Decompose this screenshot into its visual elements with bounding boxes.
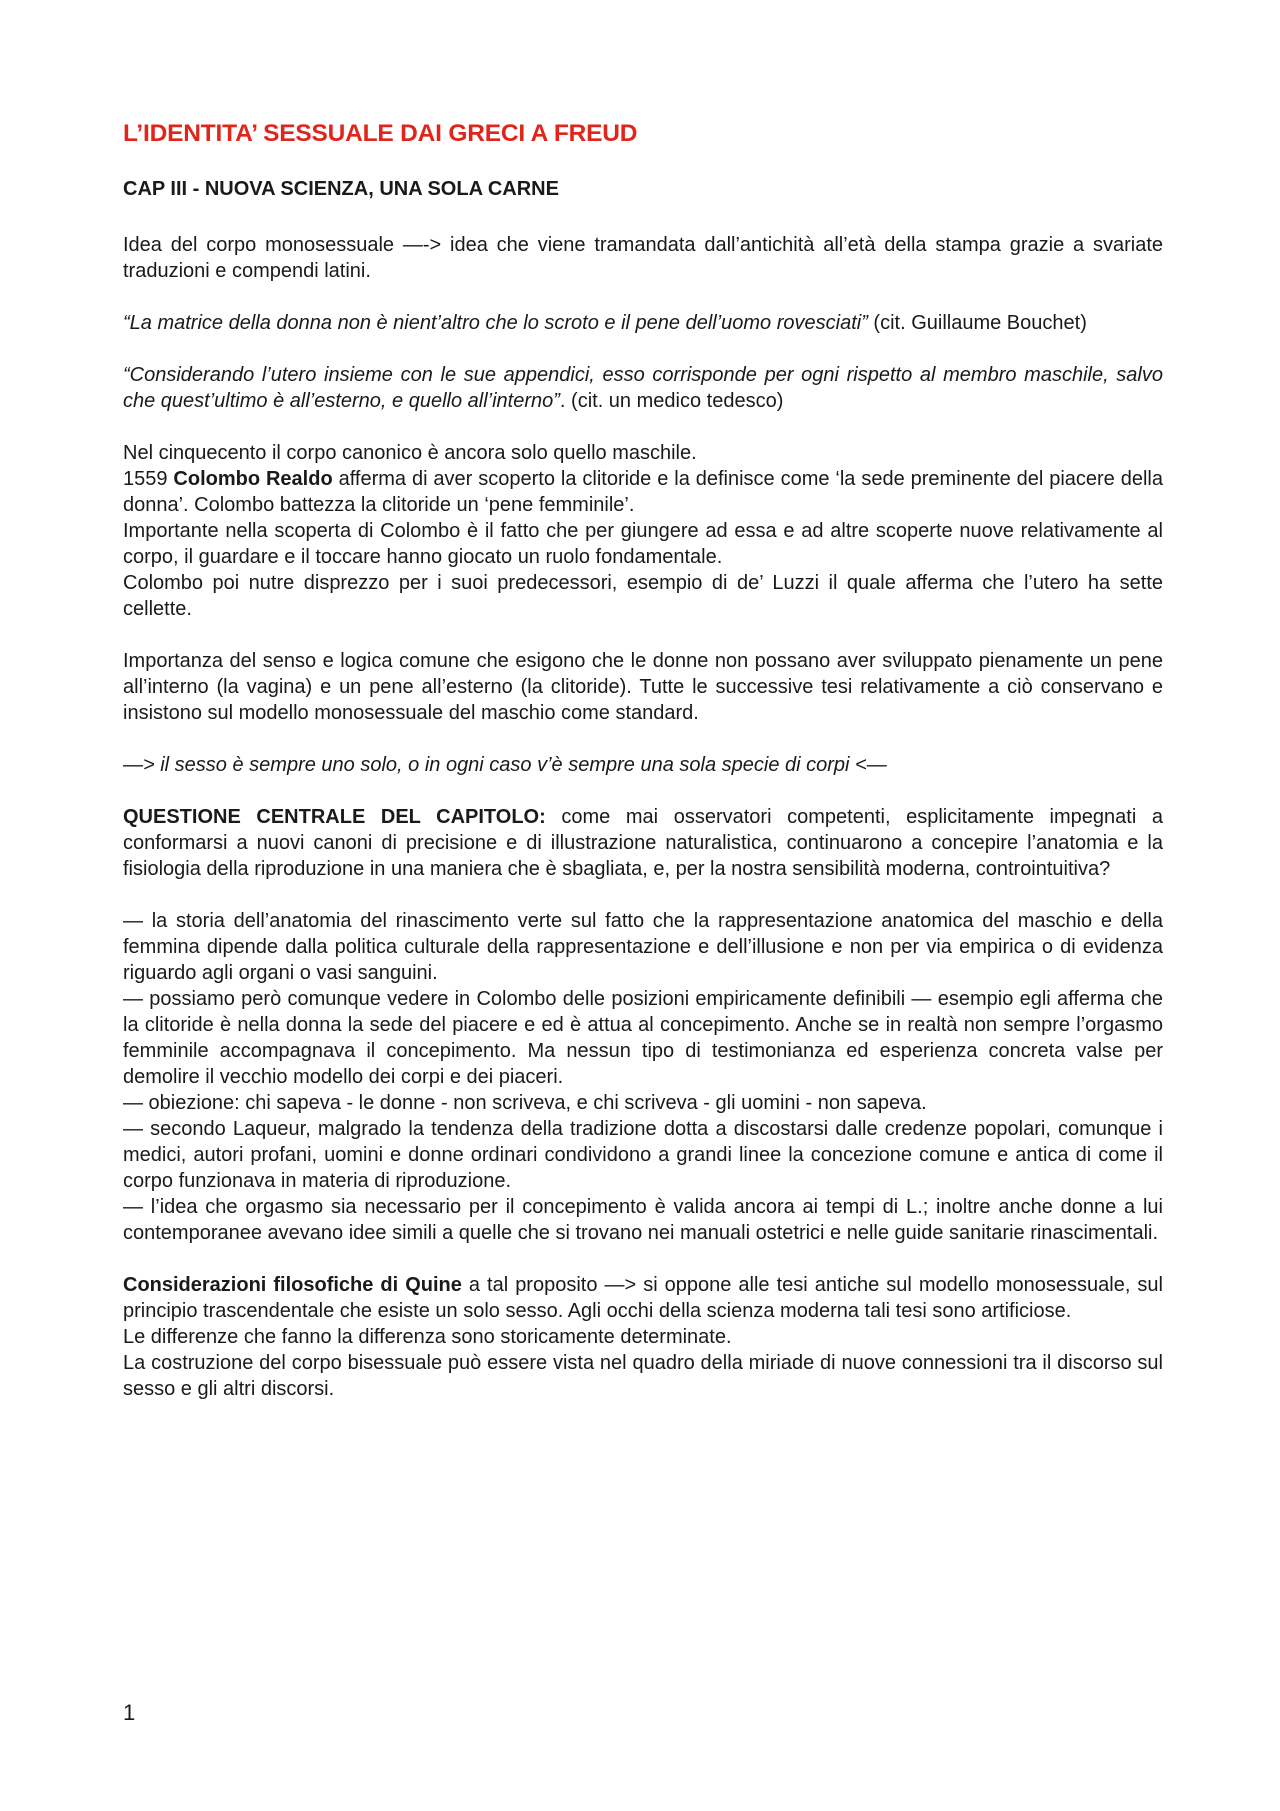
colombo-name: Colombo Realdo (173, 468, 333, 490)
paragraph-cinquecento: Nel cinquecento il corpo canonico è ancora solo quello maschile. (123, 442, 697, 464)
quote-text: “Considerando l’utero insieme con le sue appendici, esso corrisponde per ogni rispetto al membro maschile, salvo che quest’ultimo è all’esterno, e quello all’interno” (123, 364, 1163, 412)
paragraph-quine (123, 1272, 1163, 1324)
paragraph-intro: Idea del corpo monosessuale —-> idea che viene tramandata dall’antichità all’età della stampa grazie a svariate traduzioni e compendi latini. (123, 234, 1163, 282)
quote-bouchet (123, 310, 1163, 336)
paragraph-central-question (123, 804, 1163, 882)
bullet-item: — possiamo però comunque vedere in Colombo delle posizioni empiricamente definibili — esempio egli afferma che la clitoride è nella donna la sede del piacere e ed è attua al concepimento. Anche se in realtà non sempre l’orgasmo femminile accompagnava il concepimento. Ma nessun tipo di testimonianza ed esperienza concreta valse per demolire il vecchio modello dei corpi e dei piaceri. (123, 988, 1163, 1088)
colombo-text: afferma di aver scoperto la clitoride e la definisce come ‘la sede preminente del piacere della donna’. Colombo battezza la clitoride un ‘pene femminile’. (123, 468, 1163, 516)
page-number: 1 (123, 1700, 136, 1725)
chapter-heading: CAP III - NUOVA SCIENZA, UNA SOLA CARNE (123, 178, 559, 200)
quote-german-doctor (123, 362, 1163, 414)
quine-label: Considerazioni filosofiche di Quine (123, 1274, 462, 1296)
paragraph-predecessors: Colombo poi nutre disprezzo per i suoi predecessori, esempio di de’ Luzzi il quale afferma che l’utero ha sette cellette. (123, 572, 1163, 620)
central-question-text: come mai osservatori competenti, esplicitamente impegnati a conformarsi a nuovi canoni di precisione e di illustrazione naturalistica, continuarono a concepire l’anatomia e la fisiologia della riproduzione in una maniera che è sbagliata, e, per la nostra sensibilità moderna, controintuitiva? (123, 806, 1163, 880)
central-question-label: QUESTIONE CENTRALE DEL CAPITOLO: (123, 806, 546, 828)
quine-text: a tal proposito —> si oppone alle tesi antiche sul modello monosessuale, sul principio trascendentale che esiste un solo sesso. Agli occhi della scienza moderna tali tesi sono artificiose. (123, 1274, 1163, 1322)
bullet-item: — l’idea che orgasmo sia necessario per il concepimento è valida ancora ai tempi di L.; inoltre anche donne a lui contemporanee avevano idee simili a quelle che si trovano nei manuali ostetrici e nelle guide sanitarie rinascimentali. (123, 1196, 1163, 1244)
quote-citation: . (cit. un medico tedesco) (559, 390, 784, 412)
document-title: L’IDENTITA’ SESSUALE DAI GRECI A FREUD (123, 120, 638, 147)
bullet-item: — la storia dell’anatomia del rinascimento verte sul fatto che la rappresentazione anatomica del maschio e della femmina dipende dalla politica culturale della rappresentazione e dell’illusione e non per via empirica o di evidenza riguardo agli organi o vasi sanguini. (123, 910, 1163, 984)
bullet-item: — obiezione: chi sapeva - le donne - non scriveva, e chi scriveva - gli uomini - non sapeva. (123, 1092, 927, 1114)
year-text: 1559 (123, 468, 174, 490)
quote-citation: (cit. Guillaume Bouchet) (867, 312, 1087, 334)
paragraph-bisexual-body: La costruzione del corpo bisessuale può essere vista nel quadro della miriade di nuove connessioni tra il discorso sul sesso e gli altri discorsi. (123, 1352, 1163, 1400)
paragraph-common-sense: Importanza del senso e logica comune che esigono che le donne non possano aver sviluppato pienamente un pene all’interno (la vagina) e un pene all’esterno (la clitoride). Tutte le successive tesi relativamente a ciò conservano e insistono sul modello monosessuale del maschio come standard. (123, 650, 1163, 724)
bullet-item: — secondo Laqueur, malgrado la tendenza della tradizione dotta a discostarsi dalle credenze popolari, comunque i medici, autori profani, uomini e donne ordinari condividono a grandi linee la concezione comune e antica di come il corpo funzionava in materia di riproduzione. (123, 1118, 1163, 1192)
paragraph-differences: Le differenze che fanno la differenza sono storicamente determinate. (123, 1326, 732, 1348)
document-page (123, 118, 1163, 1402)
paragraph-one-sex: —> il sesso è sempre uno solo, o in ogni caso v’è sempre una sola specie di corpi <— (123, 754, 887, 776)
paragraph-colombo (123, 466, 1163, 518)
paragraph-discovery: Importante nella scoperta di Colombo è il fatto che per giungere ad essa e ad altre scoperte nuove relativamente al corpo, il guardare e il toccare hanno giocato un ruolo fondamentale. (123, 520, 1163, 568)
quote-text: “La matrice della donna non è nient’altro che lo scroto e il pene dell’uomo rovesciati” (123, 312, 868, 334)
